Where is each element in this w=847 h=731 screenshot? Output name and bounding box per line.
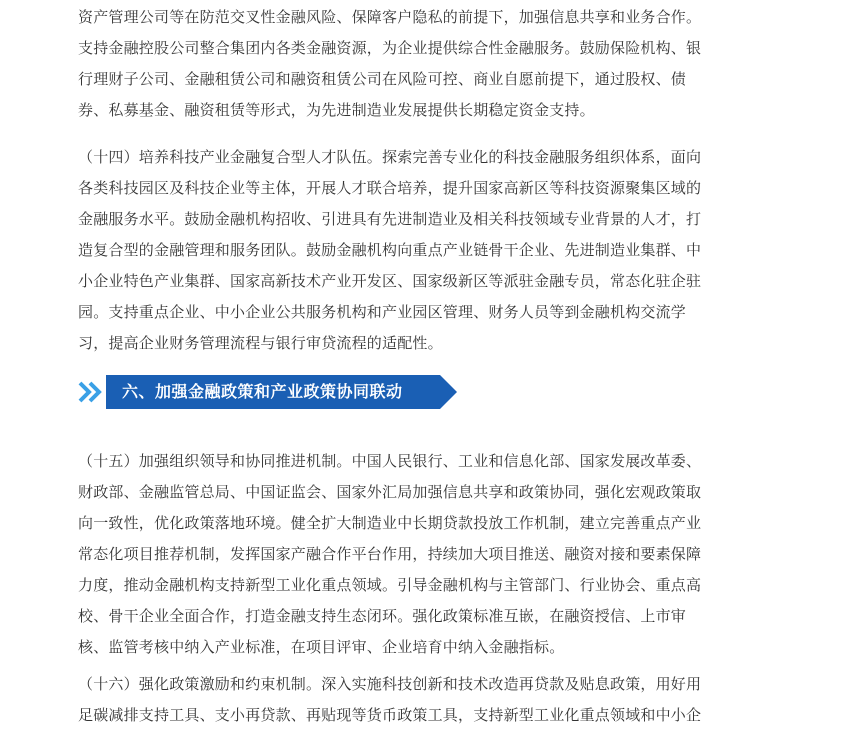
section-heading-6 [78, 375, 468, 409]
text-line: 核、监管考核中纳入产业标准，在项目评审、企业培育中纳入金融指标。 [78, 638, 565, 656]
text-line: 力度，推动金融机构支持新型工业化重点领域。引导金融机构与主管部门、行业协会、重点高 [78, 576, 702, 594]
text-line: （十六）强化政策激励和约束机制。深入实施科技创新和技术改造再贷款及贴息政策，用好用 [78, 675, 702, 693]
text-line: 造复合型的金融管理和服务团队。鼓励金融机构向重点产业链骨干企业、先进制造业集群、中 [78, 241, 702, 259]
paragraph-15-coordination [78, 446, 758, 663]
text-line: 向一致性，优化政策落地环境。健全扩大制造业中长期贷款投放工作机制，建立完善重点产业 [78, 514, 702, 532]
text-line: 习，提高企业财务管理流程与银行审贷流程的适配性。 [78, 334, 443, 352]
text-line: 支持金融控股公司整合集团内各类金融资源，为企业提供综合性金融服务。鼓励保险机构、银 [78, 39, 702, 57]
text-line: （十四）培养科技产业金融复合型人才队伍。探索完善专业化的科技金融服务组织体系，面向 [78, 148, 702, 166]
text-line: 金融服务水平。鼓励金融机构招收、引进具有先进制造业及相关科技领域专业背景的人才，打 [78, 210, 702, 228]
text-line: 各类科技园区及科技企业等主体，开展人才联合培养，提升国家高新区等科技资源聚集区域的 [78, 179, 702, 197]
text-line: 园。支持重点企业、中小企业公共服务机构和产业园区管理、财务人员等到金融机构交流学 [78, 303, 687, 321]
paragraph-14-talent [78, 142, 758, 359]
double-chevron-right-icon [78, 380, 104, 404]
text-line: 校、骨干企业全面合作，打造金融支持生态闭环。强化政策标准互嵌，在融资授信、上市审 [78, 607, 687, 625]
text-line: 资产管理公司等在防范交叉性金融风险、保障客户隐私的前提下，加强信息共享和业务合作。 [78, 8, 702, 26]
text-line: （十五）加强组织领导和协同推进机制。中国人民银行、工业和信息化部、国家发展改革委、 [78, 452, 702, 470]
paragraph-financial-cooperation [78, 2, 758, 126]
text-line: 足碳减排支持工具、支小再贷款、再贴现等货币政策工具，支持新型工业化重点领域和中小企 [78, 706, 702, 724]
text-line: 行理财子公司、金融租赁公司和融资租赁公司在风险可控、商业自愿前提下，通过股权、债 [78, 70, 687, 88]
paragraph-16-incentives [78, 669, 758, 731]
text-line: 财政部、金融监管总局、中国证监会、国家外汇局加强信息共享和政策协同，强化宏观政策取 [78, 483, 702, 501]
section-title-banner [106, 375, 457, 409]
text-line: 小企业特色产业集群、国家高新技术产业开发区、国家级新区等派驻金融专员，常态化驻企驻 [78, 272, 702, 290]
section-title: 六、加强金融政策和产业政策协同联动 [122, 382, 403, 401]
text-line: 券、私募基金、融资租赁等形式，为先进制造业发展提供长期稳定资金支持。 [78, 101, 595, 119]
text-line: 常态化项目推荐机制，发挥国家产融合作平台作用，持续加大项目推送、融资对接和要素保障 [78, 545, 702, 563]
